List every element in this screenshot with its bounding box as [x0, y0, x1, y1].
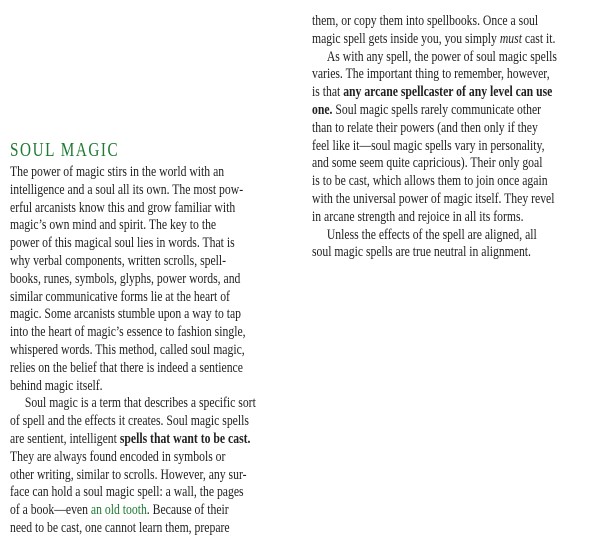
text-line: [312, 31, 597, 49]
text-line: [312, 155, 597, 173]
text-line: [10, 378, 292, 396]
text-segment: are sentient, intelligent: [10, 430, 120, 447]
text-line: [10, 182, 292, 200]
text-line: [10, 502, 292, 520]
text-segment: in arcane strength and rejoice in all its forms.: [312, 208, 524, 225]
text-segment: must: [499, 30, 522, 47]
text-segment: why verbal components, written scrolls, spell-: [10, 252, 227, 269]
left-column-text: [10, 164, 292, 538]
text-line: [10, 235, 292, 253]
text-line: [10, 520, 292, 538]
text-line: [312, 66, 597, 84]
text-segment: cast it.: [521, 30, 556, 47]
text-segment: Soul magic spells rarely communicate other: [332, 101, 542, 118]
text-line: [312, 191, 597, 209]
text-line: [10, 271, 292, 289]
text-line: [312, 244, 597, 262]
text-segment: whispered words. This method, called soul magic,: [10, 341, 245, 358]
text-segment: is to be cast, which allows them to join once again: [312, 173, 548, 190]
text-segment: similar communicative forms lie at the heart of: [10, 288, 230, 305]
text-segment: with the universal power of magic itself. They revel: [312, 190, 555, 207]
section-heading: SOUL MAGIC: [10, 140, 120, 161]
text-line: [10, 200, 292, 218]
text-segment: The power of magic stirs in the world with an: [10, 164, 225, 180]
text-segment: them, or copy them into spellbooks. Once a soul: [312, 13, 539, 29]
text-segment: varies. The important thing to remember, however,: [312, 66, 550, 83]
text-line: [10, 306, 292, 324]
text-segment: and some seem quite capricious). Their only goal: [312, 155, 543, 172]
text-segment: books, runes, symbols, glyphs, power words, and: [10, 270, 241, 287]
text-line: [312, 84, 597, 102]
text-segment: As with any spell, the power of soul magic spells: [326, 48, 557, 65]
text-line: [10, 360, 292, 378]
text-segment: feel like it—soul magic spells vary in personality,: [312, 137, 545, 154]
left-column: [10, 140, 292, 538]
text-line: [10, 413, 292, 431]
text-line: [10, 289, 292, 307]
text-segment: into the heart of magic’s essence to fashion single,: [10, 324, 246, 341]
right-column-text: [312, 13, 597, 262]
text-segment: other writing, similar to scrolls. However, any sur-: [10, 466, 247, 483]
text-line: [312, 49, 597, 67]
text-segment: face can hold a soul magic spell: a wall, the pages: [10, 484, 244, 501]
text-segment: soul magic spells are true neutral in alignment.: [312, 244, 531, 261]
text-segment: than to relate their powers (and then only if they: [312, 119, 538, 136]
text-line: [312, 209, 597, 227]
text-segment: They are always found encoded in symbols or: [10, 448, 226, 465]
text-line: [10, 395, 292, 413]
text-line: [10, 164, 292, 182]
text-line: [312, 138, 597, 156]
old-tooth-link[interactable]: an old tooth: [90, 502, 147, 519]
text-segment: relies on the belief that there is indeed a sentience: [10, 359, 243, 376]
text-line: [10, 217, 292, 235]
text-line: [10, 253, 292, 271]
text-segment: Unless the effects of the spell are aligned, all: [326, 226, 537, 243]
text-segment: magic’s own mind and spirit. The key to the: [10, 217, 217, 234]
text-line: [10, 342, 292, 360]
text-segment: intelligence and a soul all its own. The most pow-: [10, 181, 244, 198]
text-line: [10, 324, 292, 342]
text-line: [312, 13, 597, 31]
text-line: [312, 102, 597, 120]
text-line: [312, 173, 597, 191]
text-segment: of spell and the effects it creates. Soul magic spells: [10, 413, 249, 430]
text-segment: of a book—even: [10, 502, 91, 519]
text-segment: Soul magic is a term that describes a specific sort: [24, 395, 256, 412]
text-segment: need to be cast, one cannot learn them, prepare: [10, 519, 230, 536]
text-segment: one.: [312, 101, 333, 118]
text-segment: behind magic itself.: [10, 377, 103, 394]
right-column: [312, 13, 597, 262]
text-segment: spells that want to be cast.: [119, 430, 251, 447]
text-line: [312, 227, 597, 245]
text-line: [10, 449, 292, 467]
text-line: [10, 431, 292, 449]
text-segment: is that: [312, 84, 344, 101]
text-segment: magic. Some arcanists stumble upon a way to tap: [10, 306, 242, 323]
text-segment: erful arcanists know this and grow familiar with: [10, 199, 236, 216]
text-line: [10, 467, 292, 485]
text-line: [10, 484, 292, 502]
text-line: [312, 120, 597, 138]
text-segment: magic spell gets inside you, you simply: [312, 30, 500, 47]
text-segment: power of this magical soul lies in words. That is: [10, 235, 235, 252]
text-segment: any arcane spellcaster of any level can use: [343, 84, 553, 101]
text-segment: . Because of their: [146, 502, 229, 519]
